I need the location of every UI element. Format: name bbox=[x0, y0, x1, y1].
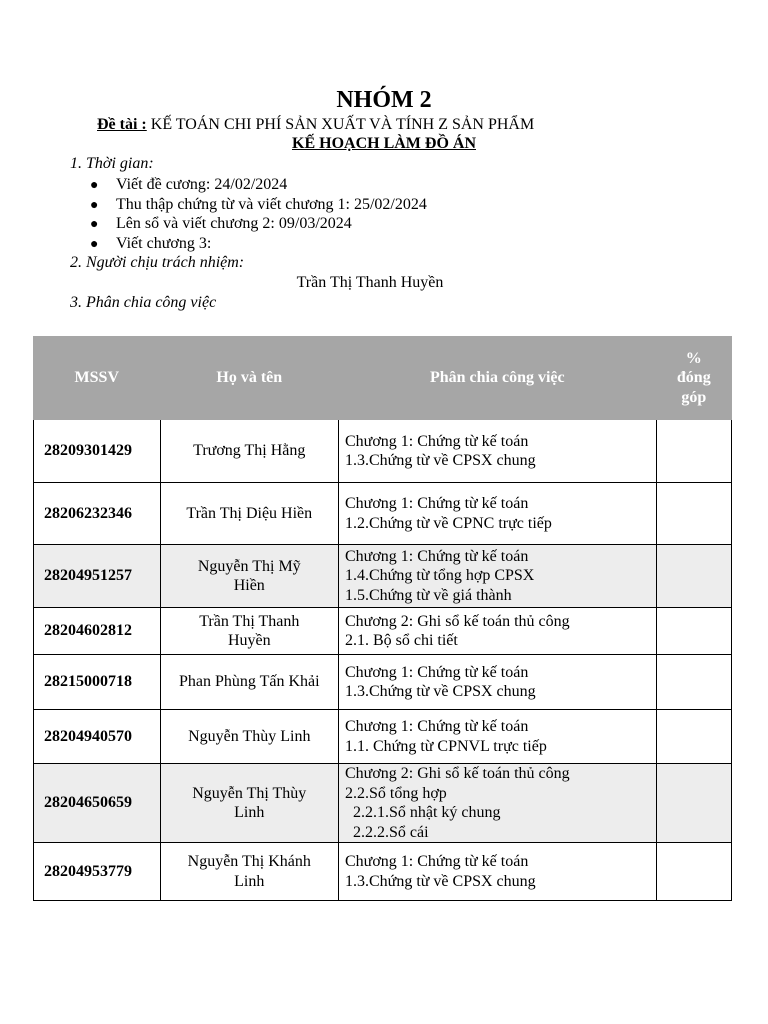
bullet-icon: ● bbox=[90, 236, 99, 252]
cell-name bbox=[160, 483, 338, 545]
cell-task bbox=[338, 710, 656, 764]
header-contribution-line: % bbox=[685, 349, 702, 367]
cell-mssv: 28204602812 bbox=[34, 608, 161, 655]
task-line: 1.4.Chứng từ tổng hợp CPSX bbox=[344, 567, 535, 585]
task-line: Chương 2: Ghi sổ kế toán thủ công bbox=[344, 765, 570, 782]
cell-contribution bbox=[656, 764, 731, 843]
header-contribution bbox=[656, 337, 731, 420]
cell-mssv: 28215000718 bbox=[34, 655, 161, 710]
cell-task bbox=[338, 545, 656, 608]
task-line: Chương 1: Chứng từ kế toán bbox=[344, 718, 529, 735]
task-line: 2.1. Bộ sổ chi tiết bbox=[344, 632, 458, 649]
cell-name bbox=[160, 710, 338, 764]
task-line: 2.2.1.Sổ nhật ký chung bbox=[344, 804, 501, 821]
topic-line bbox=[97, 116, 534, 134]
responsible-heading: 2. Người chịu trách nhiệm: bbox=[70, 254, 245, 271]
timeline-text: Viết đề cương: 24/02/2024 bbox=[116, 176, 288, 193]
topic-text: KẾ TOÁN CHI PHÍ SẢN XUẤT VÀ TÍNH Z SẢN PHẨM bbox=[146, 116, 535, 133]
cell-contribution bbox=[656, 545, 731, 608]
task-line: 1.3.Chứng từ về CPSX chung bbox=[344, 872, 536, 890]
timeline-text: Thu thập chứng từ và viết chương 1: 25/02/2024 bbox=[116, 195, 427, 213]
name-line: Hiền bbox=[233, 577, 265, 594]
table-header-row bbox=[34, 337, 732, 420]
cell-mssv: 28206232346 bbox=[34, 483, 161, 545]
table-row bbox=[34, 608, 732, 655]
cell-task bbox=[338, 420, 656, 483]
cell-task bbox=[338, 655, 656, 710]
timeline-item bbox=[90, 214, 427, 234]
cell-contribution bbox=[656, 420, 731, 483]
plan-heading: KẾ HOẠCH LÀM ĐỒ ÁN bbox=[292, 135, 476, 152]
task-line: Chương 2: Ghi sổ kế toán thủ công bbox=[344, 612, 570, 630]
table-row bbox=[34, 710, 732, 764]
timeline-list bbox=[90, 175, 427, 253]
table-row bbox=[34, 843, 732, 901]
cell-name bbox=[160, 843, 338, 901]
name-line: Linh bbox=[234, 872, 265, 890]
cell-mssv: 28204951257 bbox=[34, 545, 161, 608]
cell-task bbox=[338, 608, 656, 655]
cell-name bbox=[160, 420, 338, 483]
timeline-item bbox=[90, 234, 427, 254]
table-row bbox=[34, 764, 732, 843]
timeline-text: Lên sổ và viết chương 2: 09/03/2024 bbox=[116, 215, 352, 233]
table-row bbox=[34, 655, 732, 710]
task-line: 1.1. Chứng từ CPNVL trực tiếp bbox=[344, 737, 547, 755]
cell-mssv: 28204953779 bbox=[34, 843, 161, 901]
cell-mssv: 28204650659 bbox=[34, 764, 161, 843]
timeline-text: Viết chương 3: bbox=[116, 234, 212, 252]
name-line: Trần Thị Thanh bbox=[199, 612, 300, 630]
cell-contribution bbox=[656, 483, 731, 545]
header-mssv: MSSV bbox=[34, 337, 161, 420]
header-contribution-line: góp bbox=[681, 388, 707, 406]
cell-task bbox=[338, 843, 656, 901]
cell-task bbox=[338, 764, 656, 843]
name-line: Linh bbox=[234, 804, 265, 821]
table-row bbox=[34, 420, 732, 483]
name-line: Nguyễn Thị Mỹ bbox=[197, 557, 301, 575]
bullet-icon: ● bbox=[90, 178, 99, 193]
name-line: Trần Thị Diệu Hiền bbox=[186, 504, 313, 522]
task-line: Chương 1: Chứng từ kế toán bbox=[344, 432, 529, 450]
topic-label: Đề tài : bbox=[97, 116, 147, 133]
cell-name bbox=[160, 608, 338, 655]
cell-task bbox=[338, 483, 656, 545]
cell-name bbox=[160, 764, 338, 843]
task-line: 1.5.Chứng từ về giá thành bbox=[344, 586, 512, 604]
task-line: 2.2.Sổ tổng hợp bbox=[344, 784, 447, 802]
table-row bbox=[34, 483, 732, 545]
responsible-name: Trần Thị Thanh Huyền bbox=[296, 274, 444, 291]
name-line: Phan Phùng Tấn Khải bbox=[178, 673, 320, 691]
name-line: Nguyễn Thị Thùy bbox=[192, 784, 307, 802]
name-line: Trương Thị Hằng bbox=[193, 442, 306, 460]
cell-contribution bbox=[656, 710, 731, 764]
cell-contribution bbox=[656, 608, 731, 655]
division-heading: 3. Phân chia công việc bbox=[70, 294, 217, 311]
bullet-icon: ● bbox=[90, 197, 99, 213]
task-line: Chương 1: Chứng từ kế toán bbox=[344, 547, 529, 565]
time-heading: 1. Thời gian: bbox=[70, 155, 154, 172]
task-line: 1.3.Chứng từ về CPSX chung bbox=[344, 683, 536, 700]
cell-name bbox=[160, 655, 338, 710]
task-line: Chương 1: Chứng từ kế toán bbox=[344, 663, 529, 681]
name-line: Nguyễn Thị Khánh bbox=[187, 853, 311, 870]
cell-contribution bbox=[656, 655, 731, 710]
task-line: 1.2.Chứng từ về CPNC trực tiếp bbox=[344, 514, 552, 532]
header-name: Họ và tên bbox=[160, 337, 338, 420]
timeline-item bbox=[90, 175, 427, 195]
timeline-item bbox=[90, 195, 427, 215]
header-contribution-line: đóng bbox=[676, 369, 711, 387]
header-task: Phân chia công việc bbox=[338, 337, 656, 420]
name-line: Nguyễn Thùy Linh bbox=[188, 727, 311, 745]
cell-contribution bbox=[656, 843, 731, 901]
task-table bbox=[33, 336, 732, 901]
table-row bbox=[34, 545, 732, 608]
bullet-icon: ● bbox=[90, 217, 99, 233]
task-line: 1.3.Chứng từ về CPSX chung bbox=[344, 452, 536, 469]
cell-name bbox=[160, 545, 338, 608]
task-line: 2.2.2.Sổ cái bbox=[344, 823, 429, 841]
task-line: Chương 1: Chứng từ kế toán bbox=[344, 853, 529, 870]
name-line: Huyền bbox=[227, 632, 271, 649]
cell-mssv: 28204940570 bbox=[34, 710, 161, 764]
page-title: NHÓM 2 bbox=[336, 87, 432, 113]
cell-mssv: 28209301429 bbox=[34, 420, 161, 483]
task-line: Chương 1: Chứng từ kế toán bbox=[344, 495, 529, 512]
